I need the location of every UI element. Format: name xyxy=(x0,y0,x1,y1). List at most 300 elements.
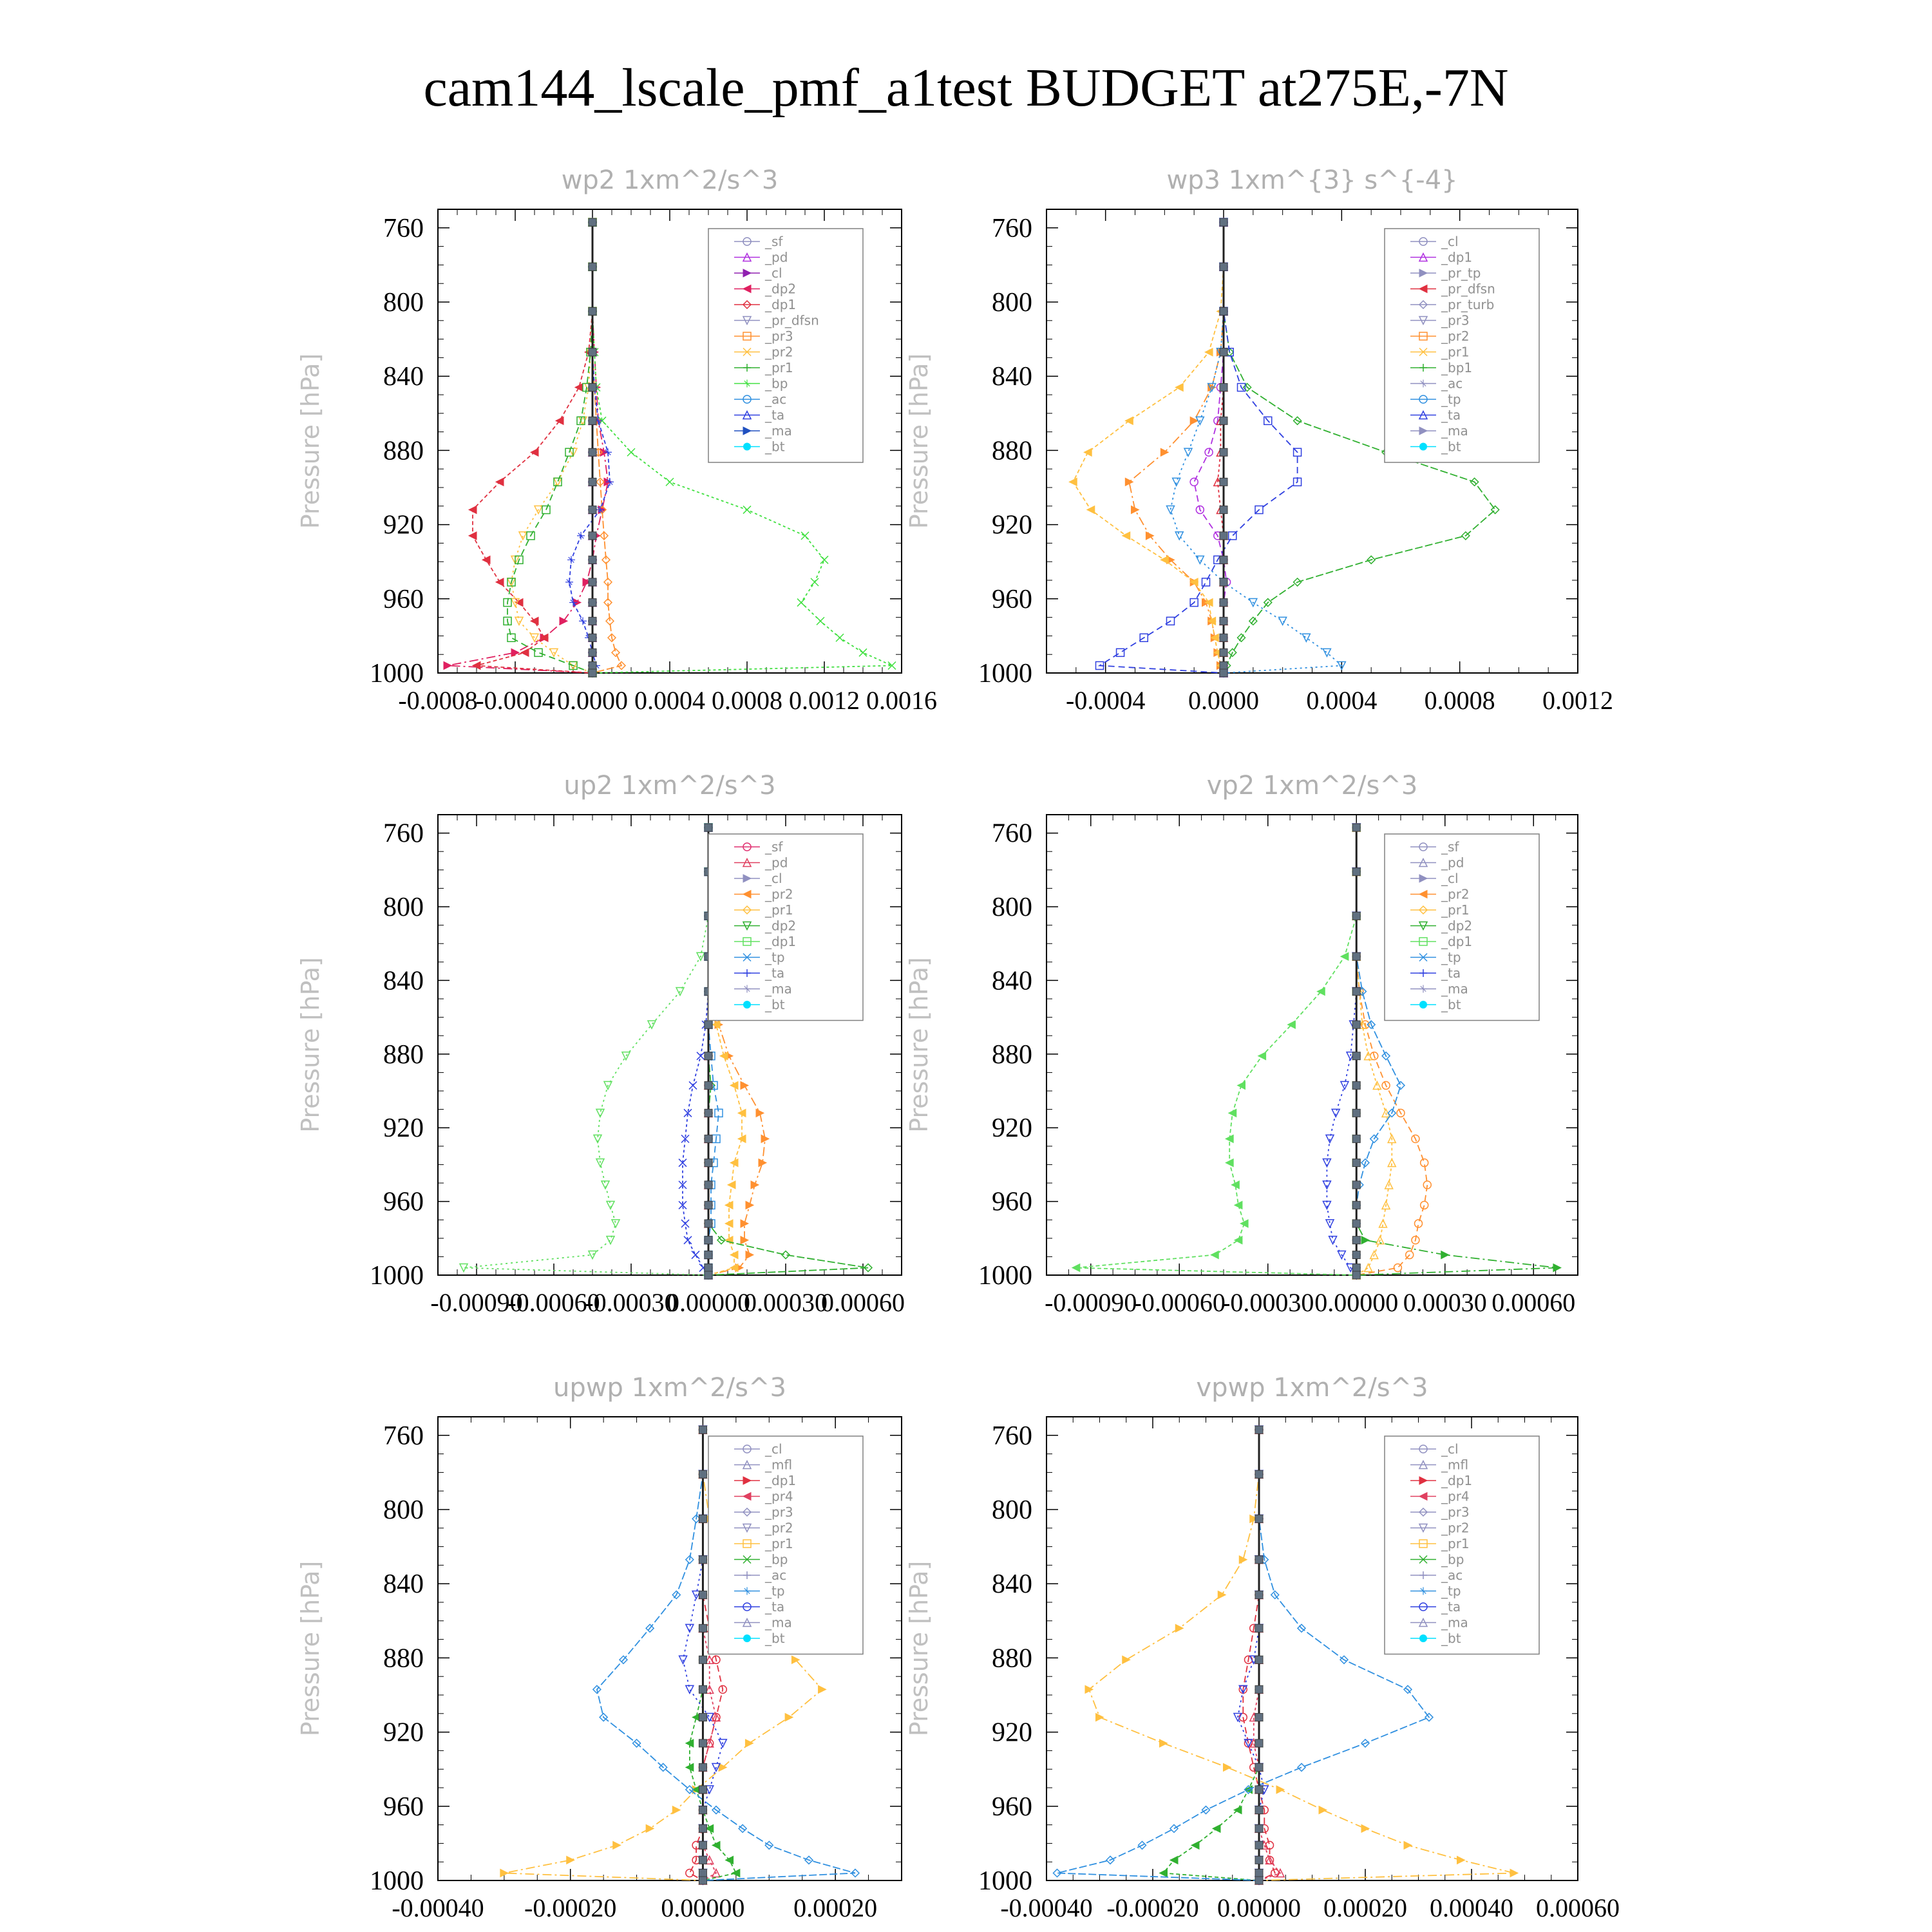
data-point xyxy=(1255,1869,1263,1877)
data-point xyxy=(469,532,477,540)
data-point xyxy=(699,1470,706,1478)
y-tick-label: 760 xyxy=(383,1421,424,1451)
data-point xyxy=(699,1591,706,1598)
data-point xyxy=(554,478,562,486)
legend-label: _tp xyxy=(765,1583,785,1599)
x-tick-label: -0.00040 xyxy=(1000,1893,1093,1922)
legend-label: _pd xyxy=(765,249,788,265)
data-point xyxy=(589,669,596,677)
x-tick-label: 0.00020 xyxy=(793,1893,878,1922)
data-point xyxy=(1361,1236,1369,1244)
data-point xyxy=(811,578,819,586)
panel-title: vpwp 1xm^2/s^3 xyxy=(1196,1373,1428,1403)
legend-label: _ac xyxy=(765,392,787,407)
legend-label: _bt xyxy=(1441,997,1461,1012)
data-point xyxy=(622,1052,630,1060)
series-line xyxy=(1327,828,1356,1275)
x-tick-label: -0.0004 xyxy=(1066,686,1146,715)
data-point xyxy=(699,1515,706,1522)
x-tick-label: 0.00060 xyxy=(821,1288,905,1317)
legend-label: _cl xyxy=(765,1441,782,1457)
y-axis-label: Pressure [hPa] xyxy=(905,353,933,529)
legend-label: _pr3 xyxy=(1441,1504,1470,1520)
data-point xyxy=(699,1656,706,1663)
data-point xyxy=(1365,1264,1372,1272)
y-tick-label: 1000 xyxy=(978,659,1032,688)
legend-label: _ta xyxy=(1441,965,1461,981)
data-point xyxy=(1072,1264,1080,1272)
x-tick-label: -0.00060 xyxy=(1133,1288,1226,1317)
data-point xyxy=(496,478,504,486)
y-tick-label: 920 xyxy=(992,1113,1032,1144)
y-tick-label: 800 xyxy=(383,893,424,922)
y-tick-label: 920 xyxy=(992,1718,1032,1748)
data-point xyxy=(1220,307,1227,315)
data-point xyxy=(1160,448,1168,456)
data-point xyxy=(515,617,523,625)
data-point xyxy=(1421,1201,1428,1209)
x-tick-label: 0.0000 xyxy=(1188,686,1259,715)
x-tick-label: 0.00030 xyxy=(1403,1288,1487,1317)
data-point xyxy=(567,1856,574,1864)
data-point xyxy=(1441,1251,1449,1259)
legend-label: _pr_turb xyxy=(1441,297,1495,312)
data-point xyxy=(1352,1264,1360,1272)
legend-label: _pr1 xyxy=(765,360,793,375)
y-tick-label: 800 xyxy=(383,1495,424,1525)
data-point xyxy=(575,383,583,391)
legend-label: _tp xyxy=(765,949,785,965)
legend-label: _bp xyxy=(1441,1551,1464,1567)
y-tick-label: 880 xyxy=(383,1643,424,1674)
legend-label: _dp1 xyxy=(1441,1473,1473,1488)
data-point xyxy=(705,1251,712,1259)
series-line xyxy=(1076,828,1357,1275)
x-tick-label: 0.00000 xyxy=(661,1893,745,1922)
data-point xyxy=(604,448,612,456)
data-point xyxy=(1087,506,1095,514)
legend-label: _ma xyxy=(765,423,792,439)
legend-label: _pd xyxy=(765,855,788,871)
legend-label: _pr3 xyxy=(765,1504,793,1520)
legend-label: _dp1 xyxy=(765,297,797,312)
data-point xyxy=(699,1856,706,1864)
data-point xyxy=(1122,1656,1130,1663)
x-tick-label: 0.00020 xyxy=(1323,1893,1407,1922)
data-point xyxy=(1332,1109,1340,1117)
y-tick-label: 800 xyxy=(992,893,1032,922)
page-title: cam144_lscale_pmf_a1test BUDGET at275E,-7N xyxy=(423,58,1509,118)
data-point xyxy=(1255,1656,1263,1663)
data-point xyxy=(1319,1806,1327,1814)
legend-label: _ma xyxy=(765,981,792,997)
y-tick-label: 1000 xyxy=(370,1261,424,1291)
legend-label: _dp2 xyxy=(765,918,797,934)
data-point xyxy=(521,649,529,656)
x-tick-label: -0.00040 xyxy=(392,1893,484,1922)
x-tick-label: 0.0000 xyxy=(557,686,628,715)
data-point xyxy=(1352,1135,1360,1142)
data-point xyxy=(1326,1135,1334,1142)
x-tick-label: 0.00030 xyxy=(744,1288,828,1317)
data-point xyxy=(1175,532,1183,540)
panel-1 xyxy=(296,166,937,715)
data-point xyxy=(1220,383,1227,391)
legend-label: _pr2 xyxy=(1441,886,1470,902)
data-point xyxy=(1255,1739,1263,1747)
data-point xyxy=(1255,1591,1263,1598)
data-point xyxy=(1220,578,1227,586)
data-point xyxy=(699,1739,706,1747)
data-point xyxy=(672,1806,680,1814)
data-point xyxy=(1341,952,1349,960)
data-point xyxy=(1255,1763,1263,1771)
data-point xyxy=(745,1739,753,1747)
legend-label: _bp1 xyxy=(1441,360,1473,375)
legend-label: _ma xyxy=(1441,1615,1468,1631)
data-point xyxy=(1167,506,1175,514)
data-point xyxy=(1255,1841,1263,1849)
data-point xyxy=(565,578,573,586)
data-point xyxy=(728,1181,735,1189)
data-point xyxy=(1220,661,1227,669)
series-line xyxy=(448,222,608,673)
y-tick-label: 800 xyxy=(992,288,1032,317)
data-point xyxy=(1302,634,1310,641)
panel-title: wp3 1xm^{3} s^{-4} xyxy=(1166,166,1458,195)
data-point xyxy=(1352,824,1360,831)
data-point xyxy=(1160,1739,1168,1747)
legend-label: _mfl xyxy=(1441,1457,1469,1473)
data-point xyxy=(699,1624,706,1632)
y-tick-label: 880 xyxy=(383,436,424,466)
legend-label: _ta xyxy=(765,1599,785,1615)
data-point xyxy=(699,1824,706,1832)
data-point xyxy=(1173,478,1180,486)
panel-4 xyxy=(905,771,1578,1317)
x-tick-label: 0.0008 xyxy=(1424,686,1495,715)
y-tick-label: 880 xyxy=(992,1039,1032,1070)
data-point xyxy=(535,649,542,656)
data-point xyxy=(1298,1763,1305,1771)
data-point xyxy=(1352,1109,1360,1117)
data-point xyxy=(1235,1236,1242,1244)
data-point xyxy=(1404,1841,1412,1849)
data-point xyxy=(1184,448,1192,456)
data-point xyxy=(579,617,587,625)
data-point xyxy=(1352,1251,1360,1259)
data-point xyxy=(1069,478,1077,486)
panel-title: wp2 1xm^2/s^3 xyxy=(561,166,779,195)
data-point xyxy=(1553,1264,1561,1272)
y-tick-label: 760 xyxy=(992,819,1032,849)
legend-marker xyxy=(1419,1634,1427,1642)
data-point xyxy=(1160,556,1168,564)
y-tick-label: 960 xyxy=(992,1792,1032,1822)
x-tick-label: 0.0016 xyxy=(866,686,937,715)
data-point xyxy=(1220,417,1227,424)
data-point xyxy=(1220,348,1227,356)
legend-label: _ta xyxy=(1441,1599,1461,1615)
x-tick-label: -0.00060 xyxy=(507,1288,600,1317)
panel-2 xyxy=(905,166,1613,715)
legend-label: _sf xyxy=(1441,839,1459,855)
y-tick-label: 840 xyxy=(992,362,1032,392)
series-line xyxy=(1100,222,1298,673)
data-point xyxy=(1457,1856,1465,1864)
data-point xyxy=(1255,1824,1263,1832)
y-tick-label: 760 xyxy=(992,213,1032,243)
data-point xyxy=(705,1135,712,1142)
data-point xyxy=(496,578,504,586)
legend-marker xyxy=(743,443,751,451)
data-point xyxy=(746,1201,753,1209)
data-point xyxy=(1352,1201,1360,1209)
legend-label: _ac xyxy=(1441,375,1463,392)
panel-6 xyxy=(905,1373,1620,1922)
legend-label: _ac xyxy=(765,1567,787,1583)
data-point xyxy=(741,1081,748,1089)
data-point xyxy=(720,1052,728,1060)
data-point xyxy=(1352,1220,1360,1227)
data-point xyxy=(1352,1181,1360,1189)
data-point xyxy=(1220,506,1227,514)
data-point xyxy=(859,649,867,656)
data-point xyxy=(1220,478,1227,486)
y-tick-label: 1000 xyxy=(978,1866,1032,1896)
x-tick-label: 0.0008 xyxy=(712,686,782,715)
x-tick-label: 0.0012 xyxy=(789,686,860,715)
y-axis-label: Pressure [hPa] xyxy=(905,1560,933,1737)
legend-label: _tp xyxy=(1441,949,1461,965)
data-point xyxy=(797,599,805,607)
data-point xyxy=(1190,478,1198,486)
data-point xyxy=(1352,912,1360,920)
legend-label: _bt xyxy=(765,997,785,1012)
data-point xyxy=(1220,448,1227,456)
data-point xyxy=(554,478,562,486)
data-point xyxy=(1352,1021,1360,1028)
y-tick-label: 920 xyxy=(992,510,1032,540)
data-point xyxy=(1394,1264,1401,1272)
x-tick-label: 0.00000 xyxy=(667,1288,750,1317)
data-point xyxy=(589,448,596,456)
legend-label: _dp1 xyxy=(1441,934,1473,949)
data-point xyxy=(699,1714,706,1721)
data-point xyxy=(1211,1251,1218,1259)
y-tick-label: 840 xyxy=(383,362,424,392)
legend-label: _bt xyxy=(1441,1631,1461,1646)
y-tick-label: 1000 xyxy=(370,659,424,688)
panel-title: up2 1xm^2/s^3 xyxy=(564,771,776,800)
data-point xyxy=(589,532,596,540)
data-point xyxy=(699,1556,706,1564)
legend-label: _tp xyxy=(1441,1583,1461,1599)
data-point xyxy=(730,1251,738,1259)
data-point xyxy=(1352,1236,1360,1244)
legend-label: _pr2 xyxy=(1441,328,1470,344)
data-point xyxy=(1229,1109,1236,1117)
x-tick-label: 0.00000 xyxy=(1314,1288,1399,1317)
data-point xyxy=(589,478,596,486)
data-point xyxy=(444,661,451,669)
data-point xyxy=(1224,1763,1231,1771)
data-point xyxy=(817,617,824,625)
y-tick-label: 760 xyxy=(383,213,424,243)
x-tick-label: -0.00020 xyxy=(1106,1893,1199,1922)
x-tick-label: 0.0004 xyxy=(1306,686,1378,715)
legend-label: _ma xyxy=(1441,981,1468,997)
data-point xyxy=(1255,1556,1263,1564)
data-point xyxy=(820,556,828,564)
data-point xyxy=(1191,1841,1199,1849)
y-tick-label: 800 xyxy=(992,1495,1032,1525)
legend-label: _pr_dfsn xyxy=(765,312,819,328)
legend-marker xyxy=(743,1634,751,1642)
y-tick-label: 960 xyxy=(992,1187,1032,1217)
legend-label: _dp1 xyxy=(1441,249,1473,265)
legend-marker xyxy=(1419,1001,1427,1009)
legend-label: _pr1 xyxy=(765,902,793,918)
data-point xyxy=(1361,1824,1369,1832)
y-tick-label: 840 xyxy=(383,1569,424,1600)
x-tick-label: 0.00000 xyxy=(1217,1893,1301,1922)
data-point xyxy=(699,1869,706,1877)
legend-label: _bt xyxy=(765,1631,785,1646)
data-point xyxy=(646,1824,654,1832)
data-point xyxy=(519,532,527,540)
legend-label: _ac xyxy=(1441,1567,1463,1583)
data-point xyxy=(726,1856,734,1864)
panel-title: upwp 1xm^2/s^3 xyxy=(553,1373,786,1403)
data-point xyxy=(1096,1714,1104,1721)
series-line xyxy=(1057,1430,1430,1880)
data-point xyxy=(1352,1271,1360,1279)
x-tick-label: -0.0004 xyxy=(475,686,555,715)
data-point xyxy=(681,1220,689,1227)
x-tick-label: 0.0012 xyxy=(1542,686,1613,715)
data-point xyxy=(686,1685,694,1693)
data-point xyxy=(589,634,596,641)
data-point xyxy=(743,506,751,514)
legend-label: _ta xyxy=(765,965,785,981)
legend-label: _pr4 xyxy=(1441,1488,1470,1504)
series-line xyxy=(511,222,592,673)
legend-label: _bt xyxy=(765,439,785,455)
data-point xyxy=(1255,1856,1263,1864)
legend-label: _bp xyxy=(765,375,788,392)
legend-label: _mfl xyxy=(765,1457,793,1473)
series-line xyxy=(1073,222,1224,673)
data-point xyxy=(589,556,596,564)
y-tick-label: 760 xyxy=(992,1421,1032,1451)
data-point xyxy=(1352,868,1360,876)
data-point xyxy=(697,1052,705,1060)
data-point xyxy=(705,1201,712,1209)
data-point xyxy=(612,649,620,656)
data-point xyxy=(589,218,596,226)
data-point xyxy=(613,1841,621,1849)
data-point xyxy=(1175,1624,1183,1632)
data-point xyxy=(705,1081,712,1089)
y-axis-label: Pressure [hPa] xyxy=(905,957,933,1133)
series-line xyxy=(1171,222,1342,673)
data-point xyxy=(819,1685,826,1693)
data-point xyxy=(589,1251,596,1259)
data-point xyxy=(589,506,596,514)
legend-label: _dp2 xyxy=(1441,918,1473,934)
data-point xyxy=(589,307,596,315)
legend-label: _dp2 xyxy=(765,281,797,297)
data-point xyxy=(589,661,596,669)
data-point xyxy=(751,1181,759,1189)
legend-label: _ma xyxy=(1441,423,1468,439)
data-point xyxy=(1220,669,1227,677)
data-point xyxy=(507,634,515,641)
data-point xyxy=(1255,1515,1263,1522)
data-point xyxy=(1352,1052,1360,1060)
data-point xyxy=(686,1869,694,1877)
data-point xyxy=(705,824,712,831)
data-point xyxy=(1510,1869,1518,1877)
data-point xyxy=(1255,1426,1263,1434)
x-tick-label: -0.0008 xyxy=(398,686,478,715)
y-axis-label: Pressure [hPa] xyxy=(296,1560,325,1737)
x-tick-label: -0.00030 xyxy=(585,1288,677,1317)
data-point xyxy=(589,263,596,270)
legend-label: _ma xyxy=(765,1615,792,1631)
data-point xyxy=(607,1236,614,1244)
data-point xyxy=(801,532,809,540)
legend-label: _bt xyxy=(1441,439,1461,455)
data-point xyxy=(1220,617,1227,625)
series-line xyxy=(464,828,708,1275)
y-tick-label: 880 xyxy=(992,1643,1032,1674)
data-point xyxy=(482,556,490,564)
y-axis-label: Pressure [hPa] xyxy=(296,957,325,1133)
y-tick-label: 800 xyxy=(383,288,424,317)
data-point xyxy=(705,1220,712,1227)
legend-label: _pr2 xyxy=(765,886,793,902)
panel-3 xyxy=(296,771,905,1317)
data-point xyxy=(469,506,477,514)
y-tick-label: 880 xyxy=(992,436,1032,466)
x-tick-label: -0.00030 xyxy=(1222,1288,1314,1317)
legend-label: _pd xyxy=(1441,855,1464,871)
data-point xyxy=(705,1181,712,1189)
data-point xyxy=(1255,1714,1263,1721)
data-point xyxy=(627,448,635,456)
data-point xyxy=(589,348,596,356)
data-point xyxy=(699,1685,706,1693)
legend-label: _pr_tp xyxy=(1441,265,1481,281)
x-tick-label: 0.00060 xyxy=(1536,1893,1620,1922)
data-point xyxy=(705,1109,712,1117)
data-point xyxy=(1276,1786,1284,1794)
data-point xyxy=(725,1220,733,1227)
data-point xyxy=(705,1271,712,1279)
data-point xyxy=(699,1877,706,1884)
x-tick-label: 0.0004 xyxy=(634,686,705,715)
data-point xyxy=(705,1159,712,1167)
legend-label: _pr1 xyxy=(1441,344,1470,360)
y-tick-label: 1000 xyxy=(370,1866,424,1896)
x-tick-label: -0.00090 xyxy=(430,1288,523,1317)
data-point xyxy=(1220,649,1227,656)
y-tick-label: 840 xyxy=(383,966,424,996)
data-point xyxy=(1239,1556,1247,1564)
x-tick-label: -0.00020 xyxy=(524,1893,617,1922)
